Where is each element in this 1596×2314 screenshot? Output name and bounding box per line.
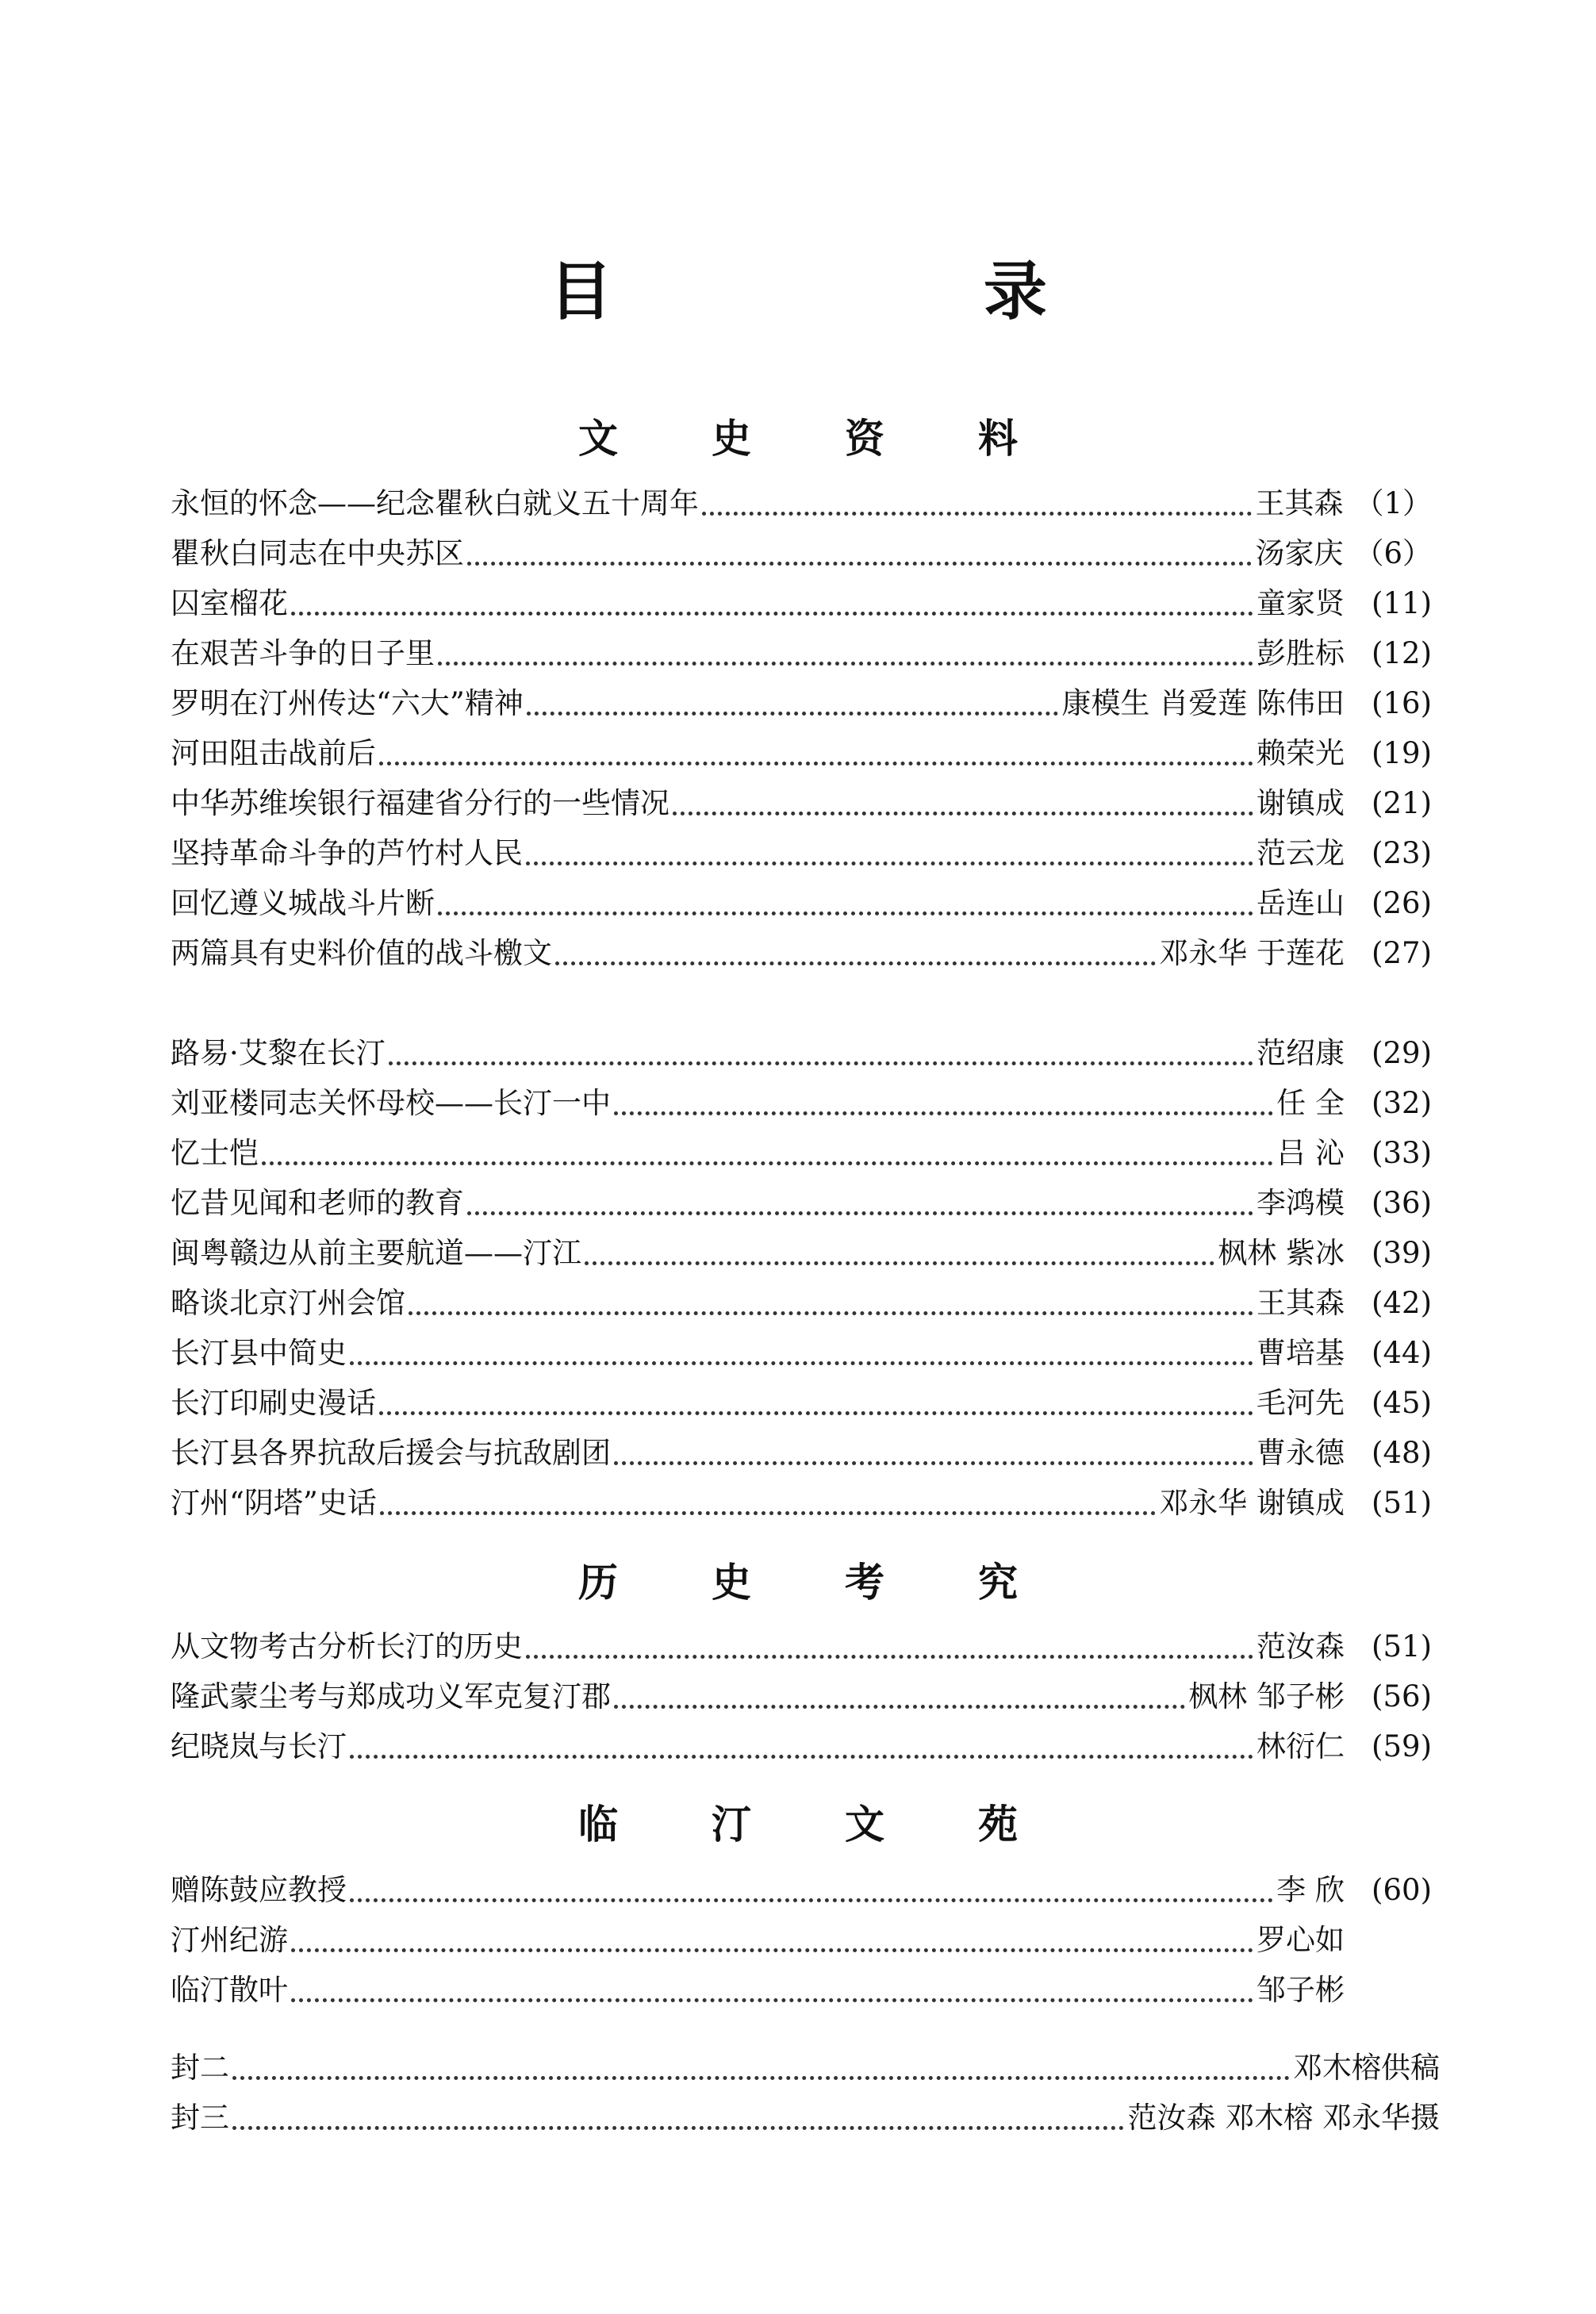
toc-entry-author: 康模生 肖爱莲 陈伟田 — [1061, 686, 1345, 720]
toc-entry-page: (27) — [1372, 936, 1432, 970]
dot-leader — [409, 1310, 1253, 1315]
cover-credit-author: 范汝森 邓木榕 邓永华摄 — [1127, 2101, 1440, 2135]
dot-leader — [527, 711, 1059, 716]
toc-entry-page: (12) — [1372, 636, 1432, 670]
toc-entry-page: (51) — [1372, 1629, 1432, 1664]
toc-entry-author: 王其森 — [1255, 486, 1344, 520]
toc-entry-title: 在艰苦斗争的日子里 — [171, 636, 435, 670]
toc-entry-author: 谢镇成 — [1256, 786, 1345, 820]
dot-leader — [555, 961, 1156, 965]
toc-entry-title: 汀州“阴塔”史话 — [171, 1486, 377, 1520]
toc-entry[interactable] — [171, 1966, 1432, 2015]
toc-entry-author: 童家贤 — [1256, 586, 1345, 620]
toc-entry-page: (26) — [1372, 886, 1432, 920]
toc-entry-page: (60) — [1372, 1873, 1432, 1907]
toc-entry-title: 赠陈鼓应教授 — [171, 1873, 347, 1907]
toc-entry-page: (29) — [1372, 1036, 1432, 1070]
toc-entry-title: 刘亚楼同志关怀母校——长汀一中 — [171, 1086, 611, 1120]
dot-leader — [232, 2075, 1290, 2080]
dot-leader — [350, 1754, 1253, 1759]
toc-entry-author: 范汝森 — [1256, 1629, 1345, 1664]
toc-entry-title: 中华苏维埃银行福建省分行的一些情况 — [171, 786, 669, 820]
toc-entry-title: 略谈北京汀州会馆 — [171, 1286, 405, 1320]
toc-entry[interactable] — [171, 1916, 1432, 1965]
dot-leader — [673, 811, 1253, 815]
toc-entry-page: (33) — [1372, 1136, 1432, 1170]
dot-leader — [526, 861, 1253, 865]
toc-entry-author: 任 全 — [1276, 1086, 1345, 1120]
toc-entry-author: 吕 沁 — [1276, 1136, 1345, 1170]
cover-credit-title: 封三 — [171, 2101, 229, 2135]
toc-entry-page: (45) — [1372, 1386, 1432, 1420]
toc-entry[interactable] — [171, 879, 1432, 928]
dot-leader — [291, 1997, 1253, 2002]
cover-credit-title: 封二 — [171, 2051, 229, 2085]
page-title: 目 录 — [549, 255, 1222, 328]
toc-entry-title: 瞿秋白同志在中央苏区 — [171, 536, 464, 570]
toc-entry[interactable] — [171, 579, 1432, 628]
dot-leader — [380, 1510, 1156, 1515]
toc-entry[interactable] — [171, 679, 1432, 728]
dot-leader — [614, 1704, 1185, 1709]
toc-entry-author: 范绍康 — [1256, 1036, 1345, 1070]
toc-entry-page: (36) — [1372, 1186, 1432, 1220]
toc-entry[interactable] — [171, 929, 1432, 978]
toc-entry-author: 邹子彬 — [1256, 1973, 1345, 2007]
toc-entry-page: (56) — [1372, 1679, 1432, 1713]
dot-leader — [467, 561, 1252, 566]
toc-entry-author: 范云龙 — [1256, 836, 1345, 870]
toc-entry[interactable] — [171, 1866, 1432, 1915]
toc-entry[interactable] — [171, 1722, 1432, 1771]
toc-entry-author: 王其森 — [1256, 1286, 1345, 1320]
dot-leader — [614, 1111, 1273, 1115]
toc-entry[interactable] — [171, 1622, 1432, 1671]
dot-leader — [350, 1898, 1273, 1902]
toc-entry-page: （6） — [1354, 536, 1432, 570]
dot-leader — [291, 611, 1253, 616]
toc-entry-title: 长汀县中简史 — [171, 1336, 347, 1370]
toc-entry-author: 毛河先 — [1256, 1386, 1345, 1420]
toc-entry[interactable] — [171, 1229, 1432, 1278]
toc-entry-title: 河田阻击战前后 — [171, 736, 376, 770]
toc-entry-title: 路易·艾黎在长汀 — [171, 1036, 386, 1070]
toc-entry-title: 坚持革命斗争的芦竹村人民 — [171, 836, 523, 870]
toc-entry-author: 曹永德 — [1256, 1436, 1345, 1470]
toc-entry-title: 回忆遵义城战斗片断 — [171, 886, 435, 920]
toc-entry[interactable] — [171, 1329, 1432, 1378]
dot-leader — [232, 2125, 1124, 2130]
toc-entry-title: 纪晓岚与长汀 — [171, 1729, 347, 1763]
toc-entry-page: (39) — [1372, 1236, 1432, 1270]
toc-entry-page: (59) — [1372, 1729, 1432, 1763]
toc-entry-page: (19) — [1372, 736, 1432, 770]
toc-entry-author: 彭胜标 — [1256, 636, 1345, 670]
dot-leader — [379, 1410, 1253, 1415]
cover-credit[interactable] — [171, 2093, 1440, 2143]
toc-entry-author: 曹培基 — [1256, 1336, 1345, 1370]
toc-entry-title: 闽粤赣边从前主要航道——汀江 — [171, 1236, 581, 1270]
toc-entry-title: 两篇具有史料价值的战斗檄文 — [171, 936, 552, 970]
toc-entry[interactable] — [171, 1179, 1432, 1228]
toc-entry[interactable] — [171, 1479, 1432, 1528]
toc-entry-title: 长汀印刷史漫话 — [171, 1386, 376, 1420]
toc-entry-page: (42) — [1372, 1286, 1432, 1320]
toc-entry-author: 林衍仁 — [1256, 1729, 1345, 1763]
toc-entry-title: 汀州纪游 — [171, 1923, 288, 1957]
toc-entry-page: (51) — [1372, 1486, 1432, 1520]
dot-leader — [467, 1211, 1253, 1215]
toc-entry[interactable] — [171, 1429, 1432, 1478]
dot-leader — [379, 761, 1253, 766]
toc-entry-author: 岳连山 — [1256, 886, 1345, 920]
cover-credit[interactable] — [171, 2043, 1440, 2093]
toc-entry-author: 赖荣光 — [1256, 736, 1345, 770]
toc-entry-title: 隆武蒙尘考与郑成功义军克复汀郡 — [171, 1679, 611, 1713]
toc-entry-title: 忆昔见闻和老师的教育 — [171, 1186, 464, 1220]
dot-leader — [350, 1360, 1253, 1365]
toc-entry-page: (11) — [1372, 586, 1432, 620]
toc-entry-author: 枫林 邹子彬 — [1188, 1679, 1345, 1713]
toc-entry-title: 长汀县各界抗敌后援会与抗敌剧团 — [171, 1436, 611, 1470]
toc-entry-title: 忆士恺 — [171, 1136, 259, 1170]
section-heading-linting: 临汀文苑 — [578, 1802, 1111, 1848]
toc-entry-author: 邓永华 于莲花 — [1159, 936, 1345, 970]
dot-leader — [262, 1161, 1273, 1165]
toc-entry-author: 罗心如 — [1256, 1923, 1345, 1957]
dot-leader — [702, 511, 1252, 516]
dot-leader — [585, 1261, 1214, 1265]
toc-entry-page: (48) — [1372, 1436, 1432, 1470]
toc-entry-title: 临汀散叶 — [171, 1973, 288, 2007]
toc-entry-page: (32) — [1372, 1086, 1432, 1120]
toc-entry[interactable] — [171, 779, 1432, 828]
toc-entry-page: (23) — [1372, 836, 1432, 870]
toc-entry[interactable] — [171, 529, 1432, 578]
dot-leader — [291, 1948, 1253, 1952]
toc-entry[interactable] — [171, 1379, 1432, 1428]
section-heading-lishi: 历史考究 — [578, 1560, 1111, 1606]
toc-entry-page: (16) — [1372, 686, 1432, 720]
dot-leader — [438, 661, 1253, 666]
toc-entry-author: 枫林 紫冰 — [1218, 1236, 1345, 1270]
toc-entry[interactable] — [171, 1279, 1432, 1328]
toc-entry[interactable] — [171, 479, 1432, 528]
toc-entry-author: 汤家庆 — [1255, 536, 1344, 570]
toc-entry-title: 囚室榴花 — [171, 586, 288, 620]
toc-entry[interactable] — [171, 829, 1432, 878]
toc-entry-title: 从文物考古分析长汀的历史 — [171, 1629, 523, 1664]
dot-leader — [389, 1061, 1253, 1065]
toc-entry-author: 李鸿模 — [1256, 1186, 1345, 1220]
toc-entry-author: 李 欣 — [1276, 1873, 1345, 1907]
dot-leader — [526, 1654, 1253, 1659]
dot-leader — [614, 1460, 1253, 1465]
section-heading-wenshi: 文史资料 — [578, 416, 1111, 462]
cover-credit-author: 邓木榕供稿 — [1293, 2051, 1440, 2085]
toc-entry-page: (21) — [1372, 786, 1432, 820]
toc-entry-title: 罗明在汀州传达“六大”精神 — [171, 686, 524, 720]
toc-entry[interactable] — [171, 729, 1432, 778]
toc-entry[interactable] — [171, 629, 1432, 678]
toc-entry-author: 邓永华 谢镇成 — [1159, 1486, 1345, 1520]
toc-entry[interactable] — [171, 1029, 1432, 1078]
toc-entry[interactable] — [171, 1079, 1432, 1128]
toc-entry-page: (44) — [1372, 1336, 1432, 1370]
toc-entry[interactable] — [171, 1672, 1432, 1721]
dot-leader — [438, 911, 1253, 915]
toc-entry-page: （1） — [1354, 486, 1432, 520]
toc-entry-title: 永恒的怀念——纪念瞿秋白就义五十周年 — [171, 486, 699, 520]
toc-entry[interactable] — [171, 1129, 1432, 1178]
